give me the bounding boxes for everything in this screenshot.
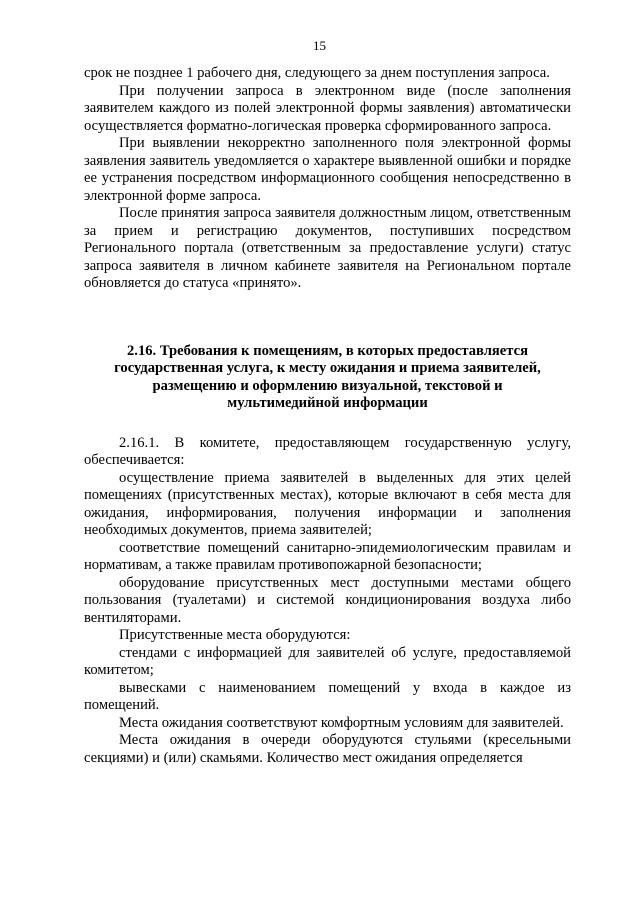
paragraph: Присутственные места оборудуются:: [119, 627, 351, 643]
section-heading: [84, 343, 571, 413]
page-number: 15: [313, 38, 326, 53]
paragraph: После принятия запроса заявителя должностным лицом, ответственным за прием и регистрацию документов, поступивших посредством Регионального портала (ответственным за предоставление услуги) статус запроса заявителя в личном кабинете заявителя на Региональном портале обновляется до статуса «принято».: [84, 205, 571, 291]
section-heading-line: государственная услуга, к месту ожидания и приема заявителей,: [114, 360, 541, 376]
paragraph: вывесками с наименованием помещений у входа в каждое из помещений.: [84, 679, 571, 713]
paragraph: Места ожидания соответствуют комфортным условиям для заявителей.: [119, 714, 564, 731]
section-heading-line: мультимедийной информации: [227, 395, 428, 411]
paragraph: оборудование присутственных мест доступными местами общего пользования (туалетами) и системой кондиционирования воздуха либо вентиляторами.: [84, 574, 571, 626]
paragraph: 2.16.1. В комитете, предоставляющем государственную услугу, обеспечивается:: [84, 434, 571, 468]
document-body: [84, 65, 571, 767]
paragraphs-bottom: [84, 435, 571, 768]
paragraph: соответствие помещений санитарно-эпидемиологическим правилам и нормативам, а также правилам противопожарной безопасности;: [84, 539, 571, 573]
paragraph: При выявлении некорректно заполненного поля электронной формы заявления заявитель уведомляется о характере выявленной ошибки и порядке ее устранения посредством информационного сообщения непосредственно в электронной форме запроса.: [84, 135, 571, 204]
paragraph: стендами с информацией для заявителей об услуге, предоставляемой комитетом;: [84, 644, 571, 678]
paragraph: осуществление приема заявителей в выделенных для этих целей помещениях (присутственных местах), которые включают в себя места для ожидания, информирования, получения информации и заполнения необходимых документов, приема заявителей;: [84, 469, 571, 538]
paragraphs-top: [84, 65, 571, 293]
paragraph: Места ожидания в очереди оборудуются стульями (кресельными секциями) и (или) скамьями. Количество мест ожидания определяется: [84, 732, 571, 766]
paragraph: срок не позднее 1 рабочего дня, следующего за днем поступления запроса.: [84, 65, 550, 81]
section-heading-line: 2.16. Требования к помещениям, в которых предоставляется: [127, 342, 528, 359]
section-heading-line: размещению и оформлению визуальной, текстовой и: [152, 377, 503, 394]
paragraph: При получении запроса в электронном виде (после заполнения заявителем каждого из полей электронной формы заявления) автоматически осуществляется форматно-логическая проверка сформированного запроса.: [84, 82, 571, 134]
